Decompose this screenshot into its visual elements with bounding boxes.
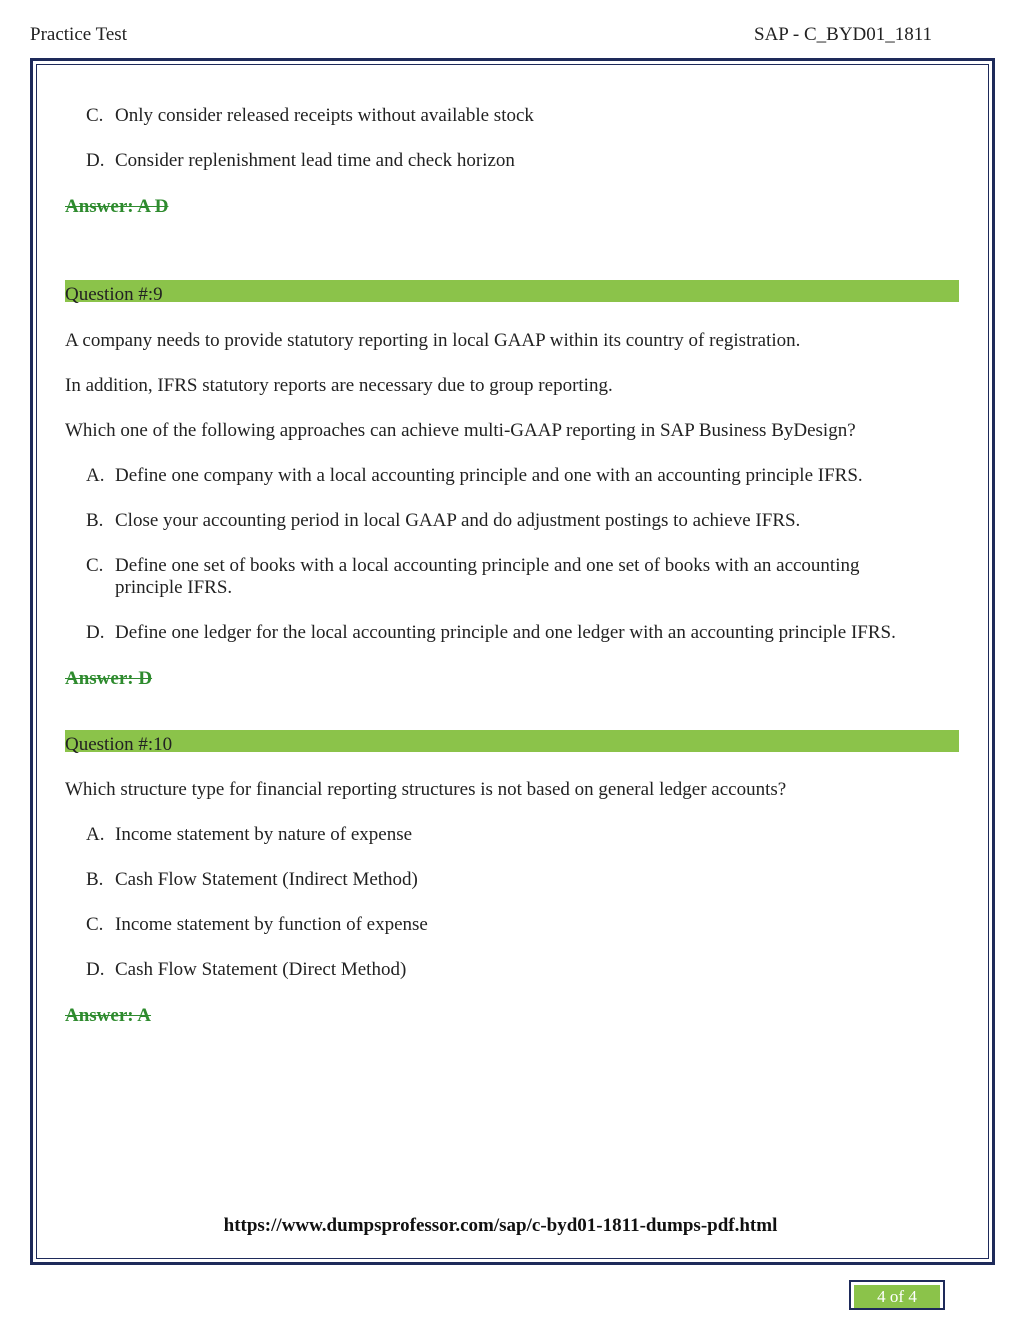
page-number-box (849, 1280, 945, 1310)
page-frame (30, 58, 995, 1265)
option-text: Define one set of books with a local accounting principle and one set of books with an accounting principle IFRS. (115, 555, 860, 598)
header-exam-code: SAP - C_BYD01_1811 (754, 24, 933, 45)
page-frame-inner (36, 64, 989, 1259)
option-text: Close your accounting period in local GAAP and do adjustment postings to achieve IFRS. (115, 510, 801, 531)
page-number: 4 of 4 (854, 1285, 940, 1308)
option-letter: C. (86, 914, 104, 935)
option-text: Income statement by nature of expense (115, 824, 413, 845)
option-text: Cash Flow Statement (Direct Method) (115, 959, 407, 980)
question-paragraph: Which structure type for financial reporting structures is not based on general ledger accounts? (65, 779, 787, 800)
footer-link[interactable]: https://www.dumpsprofessor.com/sap/c-byd01-1811-dumps-pdf.html (223, 1215, 778, 1236)
answer-text: Answer: A (65, 1005, 152, 1026)
question-paragraph: Which one of the following approaches can achieve multi-GAAP reporting in SAP Business ByDesign? (65, 420, 856, 441)
option-text: Income statement by function of expense (115, 914, 428, 935)
question-paragraph: In addition, IFRS statutory reports are necessary due to group reporting. (65, 375, 613, 396)
option-letter: D. (86, 959, 105, 980)
option-letter: A. (86, 465, 105, 486)
option-letter: A. (86, 824, 105, 845)
question-header-bar (65, 730, 959, 755)
option-text: Consider replenishment lead time and check horizon (115, 150, 515, 171)
answer-text: Answer: A D (65, 196, 169, 217)
question-label: Question #:9 (65, 284, 163, 305)
option-text: Define one ledger for the local accounting principle and one ledger with an accounting principle IFRS. (115, 622, 896, 643)
option-text: Define one company with a local accounting principle and one with an accounting principle IFRS. (115, 465, 863, 486)
question-paragraph: A company needs to provide statutory reporting in local GAAP within its country of registration. (65, 330, 801, 351)
option-text: Only consider released receipts without available stock (115, 105, 534, 126)
option-letter: D. (86, 150, 105, 171)
header-title: Practice Test (30, 24, 127, 45)
option-letter: C. (86, 105, 104, 126)
answer-text: Answer: D (65, 668, 153, 689)
option-letter: B. (86, 869, 104, 890)
option-text: Cash Flow Statement (Indirect Method) (115, 869, 418, 890)
question-header-bar (65, 280, 959, 305)
option-letter: C. (86, 555, 104, 576)
question-label: Question #:10 (65, 734, 173, 755)
option-letter: B. (86, 510, 104, 531)
option-letter: D. (86, 622, 105, 643)
